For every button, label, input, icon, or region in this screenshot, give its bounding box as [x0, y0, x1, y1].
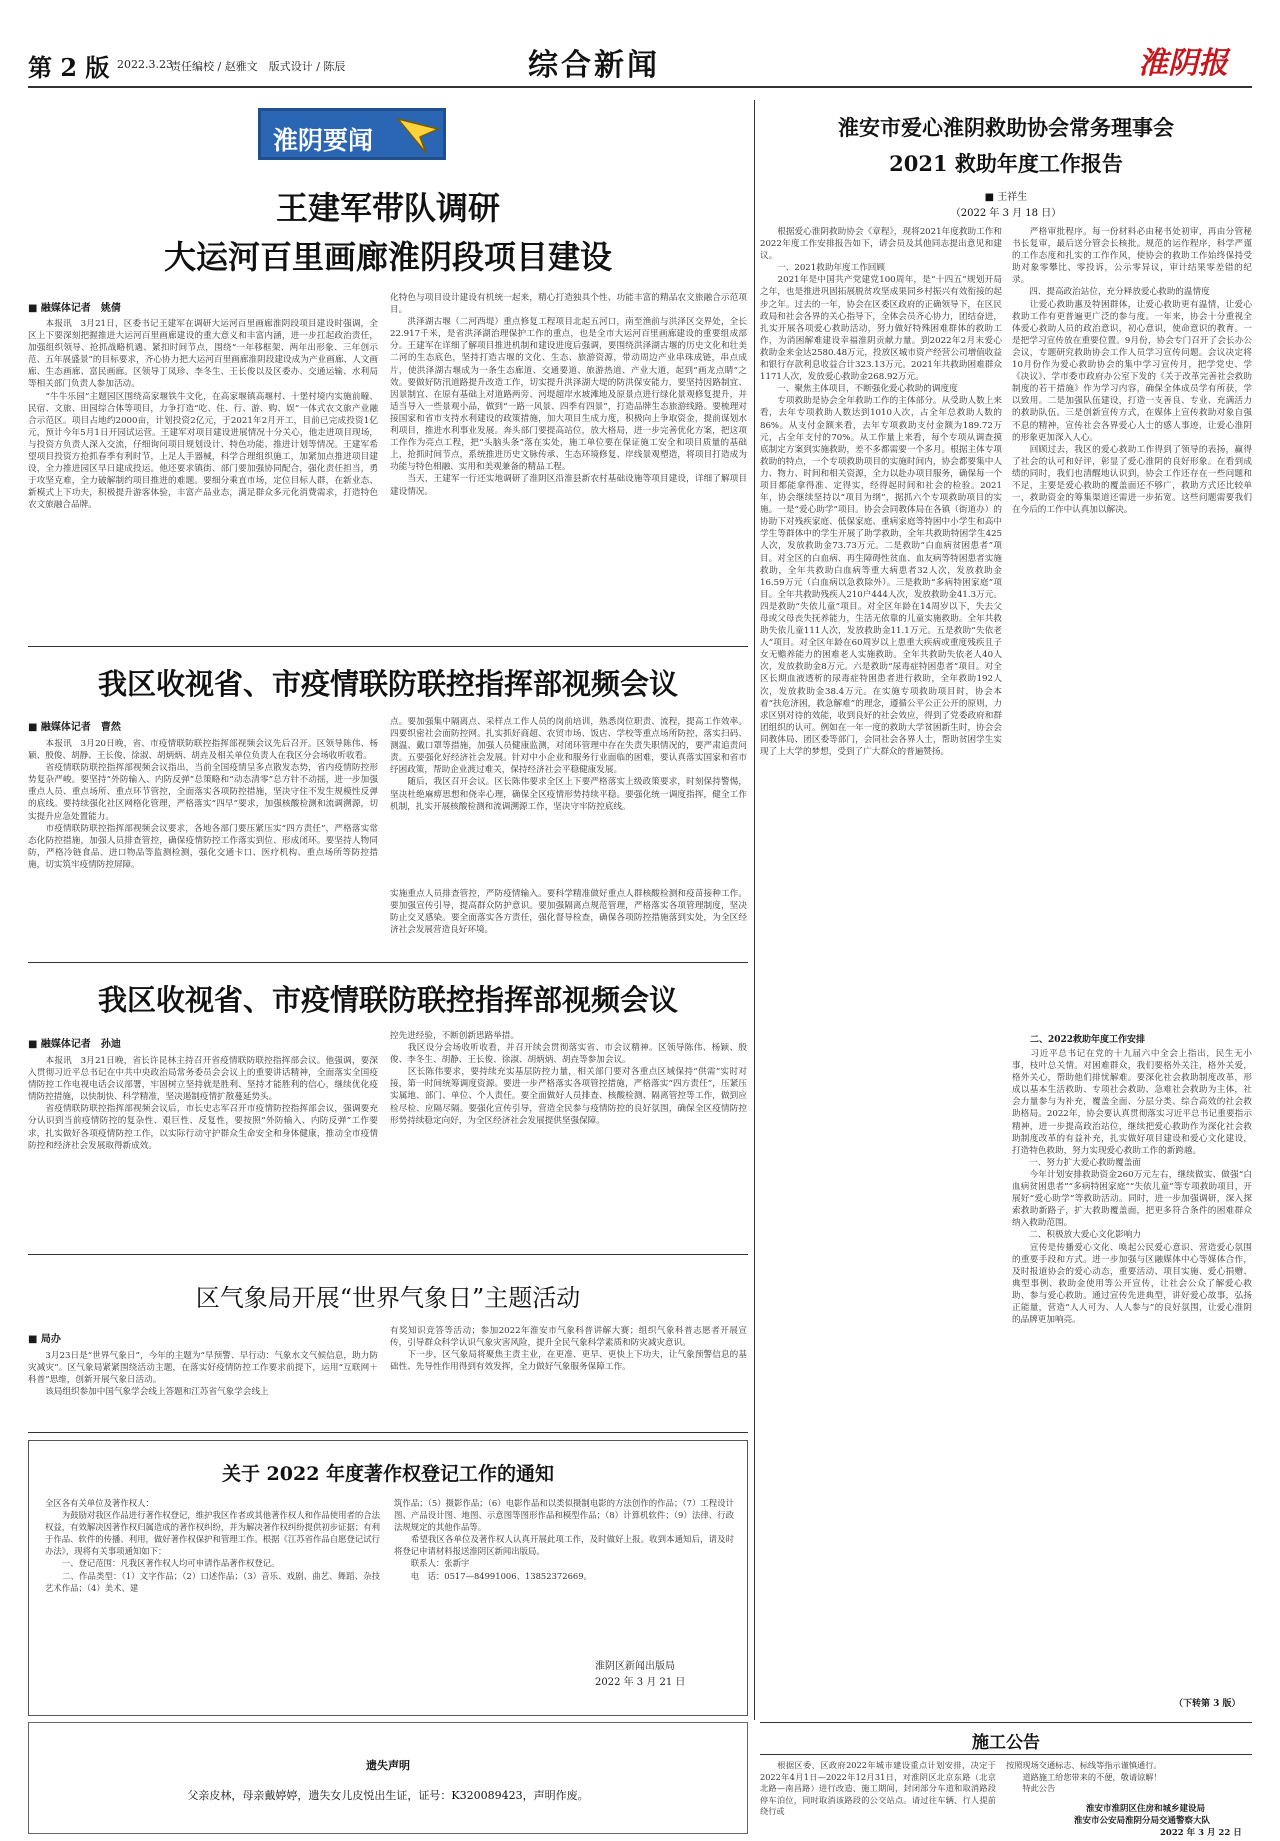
construction-notice-signer-1: 淮安市淮阴区住房和城乡建设局	[1086, 1804, 1206, 1814]
page-number: 第 2 版	[28, 53, 110, 82]
article2-title: 我区收视省、市疫情联防联控指挥部视频会议	[97, 667, 678, 701]
article2-byline: ■ 融媒体记者 曹然	[28, 722, 121, 733]
article3-column-1: 本报讯 3月21日晚，省长许昆林主持召开省疫情联防联控指挥部会议。他强调，要深入贯彻习近平总书记在中共中央政治局常务委员会会议上的重要讲话精神，全面落实全国疫情防控工作电视电话会议部署，牢固树立坚持就是胜利、坚持才能胜利的信心，继续优化疫情防控措施，以快制快、科学精准，坚决遏制疫情扩散蔓延势头。 省疫情联防联控指挥部视频会议后，市长史志军召开市疫情防控指挥部会议，强调要充分认识到当前疫情防控的复杂性、艰巨性、反复性，要按照“外防输入、内防反弹”工作要求，扎实做好各项疫情防控工作，以实际行动守护群众生命安全和身体健康，推动全市疫情防控和经济社会发展取得新成效。	[28, 1056, 378, 1151]
divider	[28, 646, 748, 647]
article2-column-3: 实施重点人员排查管控，严防疫情输入。要科学精准做好重点人群核酸检测和疫苗接种工作。要加强宣传引导，提高群众防护意识。要加强隔离点规范管理，严格落实各项管理制度，坚决防止交叉感染。要全面落实各方责任，强化督导检查，确保各项防控措施落到实处，为全区经济社会发展营造良好环境。	[390, 889, 747, 936]
divider	[28, 1432, 748, 1433]
masthead	[0, 0, 1280, 100]
report-column-2: 严格审批程序。每一份材料必由秘书处初审，再由分管秘书长复审，最后送分管会长核批。规范的运作程序，科学严谨的工作态度和扎实的工作作风，使协会的救助工作始终保持受助对象零攀比、零投诉，公示零异议，审计结果零差错的纪录。 四、提高政治站位，充分释放爱心救助的温情度 让爱心救助惠及特困群体，让爱心救助更有温情，让爱心救助工作有更普遍更广泛的参与度。一年来，协会十分重视全体爱心救助人员的政治意识，初心意识，使命意识的教育。一是把学习宣传放在重要位置。9月份，协会专门召开了会长办公会议，专题研究救助协会工作人员学习宣传问题。会议决定将10月份作为爱心救助协会的集中学习宣传月，把学党史、学《决议》、学市委市政府办公室下发的《关于改革完善社会救助制度的若干措施》作为学习内容，确保全体成员学有所获，学以致用。二是加强队伍建设，打造一支善良、专业、充满活力的救助队伍。三是创新宣传方式，在媒体上宣传救助对象自强不息的精神，宣传社会各界爱心人士的感人事迹，让爱心淮阴的形象更加深入人心。 回顾过去，我区的爱心救助工作得到了领导的表扬，赢得了社会的认可和好评，彰显了爱心淮阴的良好形象。在看到成绩的同时，我们也清醒地认识到，协会工作还存在一些问题和不足，主要是爱心救助的覆盖面还不够广，救助方式还比较单一，救助资金的筹集渠道还需进一步拓宽。这些问题需要我们在今后的工作中认真加以解决。	[1012, 227, 1252, 516]
masthead-rule	[28, 86, 1252, 88]
article1-title-line2: 大运河百里画廊淮阴段项目建设	[163, 238, 612, 276]
article3-byline: ■ 融媒体记者 孙迪	[28, 1039, 121, 1050]
divider	[28, 962, 748, 963]
divider	[760, 1754, 1252, 1755]
report-column-1: 根据爱心淮阴救助协会《章程》，现将2021年度救助工作和2022年度工作安排报告如下，请会员及其他同志提出意见和建议。 一、2021救助年度工作回顾 2021年是中国共产党建党100周年，是“十四五”规划开局之年，也是推进巩固拓展脱贫攻坚成果同乡村振兴有效衔接的起步之年。过去的一年，协会在区委区政府的正确领导下，在区民政局和社会各界的关心指导下，全体会员齐心协力，团结奋进，扎实开展各项爱心救助活动，努力做好特殊困难群体的救助工作，为消困解难建设幸福淮阴贡献力量。到2022年2月末爱心救助金来金达2580.48万元，投放区城市资产经营公司增值收益和银行存款利息收益合计323.13万元。2021年共救助困难群众1171人次，发放爱心救助金268.92万元。 一、聚焦主体项目，不断强化爱心救助的调度度 专项救助是协会全年救助工作的主体部分。从受助人数上来看，去年专项救助人数达到1010人次，占全年总救助人数的86%。从支付金额来看，去年专项救助支付金额为189.72万元，占全年支付的70%。从工作量上来看，每个专项从调查摸底制定方案到实施救助，差不多都需要一个多月。根据主体专项救助的特点，一个专项救助项目的实施时间内，协会都要集中人力、物力、时间和相关资源，全力以赴办项目服务，确保每一个项目都能拿得准、定得实，经得起时间和社会的检验。2021年，协会继续坚持以“项目为纲”，据抓六个专项救助项目的实施。一是“爱心助学”项目。协会会同教体局在各镇（街道办）的协助下对残疾家庭、低保家庭、重病家庭等特困中小学生和高中学生等群体中的学生开展了助学救助，全年共救助特困学生425人次，发放救助金73.73万元。二是救助“白血病贫困患者”项目。对全区的白血病、再生障碍性贫血、血友病等特困患者实施救助，全年共救助白血病等重大病患者32人次，发放救助金16.59万元（白血病以急救除外）。三是救助“多病特困家庭”项目。全年共救助残疾人210户444人次，发放救助金41.3万元。四是救助“失依儿童”项目。对全区年龄在14周岁以下，失去父母或父母丧失抚养能力，生活无依靠的儿童实施救助。全年共救助失依儿童111人次，发放救助金11.1万元。五是救助“失依老人”项目。对全区年龄在60周岁以上患重大疾病或重度残疾且子女无赡养能力的困难老人实施救助。全年共救助失依老人40人次，发放救助金8万元。六是救助“尿毒症特困患者”项目。对全区长期血液透析的尿毒症特困患者进行救助，全年救助192人次，发放救助金38.4万元。在实施专项救助项目时，协会本着“扶危济困，救急解难”的理念，遵循公平公正公开的原则，力求区别对待的效能，收到良好的社会效应，得到了党委政府和群团组织的认可。例如在一年一度的救助大学贫困新生时，协会会同教体局、团区委等部门，会同社会各界人士，帮助贫困学生实现了上大学的梦想，受到了广大群众的普遍赞扬。	[760, 227, 1002, 758]
article3-column-2: 控先进经验，不断创新思路举措。 我区设分会场收听收看，并召开续会贯彻落实省、市会议精神。区领导陈伟、杨颖、殷俊、李冬生、胡静、王长俊、徐淑、胡炳炳、胡垚等参加会议。 区长陈伟要求，要持续充实基层防控力量，相关部门要对各重点区域保持“供需”实时对接，第一时间统筹调度资源。要进一步严格落实各项管控措施，严格落实“四方责任”，压紧压实属地、部门、单位、个人责任。要全面做好人员排查、核酸检测、隔离管控等工作，做到应检尽检、应隔尽隔。要强化宣传引导，营造全民参与疫情防控的良好氛围，确保全区疫情防控形势持续稳定向好，为全区经济社会发展提供坚强保障。	[390, 1031, 747, 1126]
article1-column-2: 化特色与项目设计建设有机统一起来，精心打造独具个性、功能丰富的精品农文旅融合示范项目。 洪泽湖古堰（二河西堤）重点修复工程项目北起五河口，南至渔前与洪泽区交界处，全长22.917千米，是省洪泽湖治理保护工作的重点，也是全市大运河百里画廊建设的重要组成部分。王建军在详细了解项目推进机制和建设进度后强调，要围绕洪泽湖古堰的历史文化和壮美二河的生态底色，坚持打造古堰的文化、生态、旅游资源，带动周边产业串珠成链，串点成片，使洪泽湖古堰成为一条生态廊道、交通要道、旅游热道、产业大道，起到“画龙点睛”之效。要做好防汛道路提升改造工作，切实提升洪泽湖大堤的防洪保安能力，要坚持因路制宜、因景制宜、在原有基础上对道路两旁、河堤超岸水坡滩地及原景点进行绿化景观修复提升，并适当导入一些景观小品，做到“一路一风景、四季有四景”，打造品牌生态旅游线路。要梳理对接国家和省市支持水利建设的政策措施，加大项目生成力度，积极向上争取资金，提前谋划水利项目，推进水利事业发展。奔头部门要提高站位，放大格局，进一步完善优化方案，把这项工作作为亮点工程，把“头脑头条”落在实处，施工单位要在保证施工安全和项目质量的基础上，抢抓时间节点，系统推进历史文脉传承、生态环境修复、岸线景观塑造，将项目打造成为功能与特色相融、实用和美观兼备的精品工程。 当天，王建军一行还实地调研了淮阴区沿淮县新农村基础设施等项目建设，详细了解项目建设情况。	[390, 293, 747, 497]
construction-notice-date: 2022 年 3 月 22 日	[1160, 1828, 1242, 1838]
article4-title: 区气象局开展“世界气象日”主题活动	[195, 1284, 581, 1312]
copyright-notice-date: 2022 年 3 月 21 日	[595, 1677, 686, 1688]
lost-notice-text: 父亲皮林，母亲戴婷婷，遗失女儿皮悦出生证，证号：K320089423，声明作废。	[187, 1789, 589, 1802]
article1-title-line1: 王建军带队调研	[275, 189, 500, 227]
copyright-notice-box	[28, 1440, 748, 1716]
section-badge-label: 淮阴要闻	[273, 126, 374, 155]
report-column-2-continued: 习近平总书记在党的十九届六中全会上指出，民生无小事，枝叶总关情。对困难群众，我们要格外关注，格外关爱，格外关心，帮助他们排忧解难。要深化社会救助制度改革，形成以基本生活救助、专项社会救助、急难社会救助为主体，社会力量参与为补充，覆盖全面、分层分类、综合高效的社会救助格局。2022年，协会要认真贯彻落实习近平总书记重要指示精神，进一步提高政治站位，继续把爱心救助作为深化社会救助制度改革的有益补充，扎实做好项目建设和爱心文化建设，打造特色救助，努力实现爱心救助工作的新跨越。 一、努力扩大爱心救助覆盖面 今年计划安排救助资金260万元左右，继续做实、做强“白血病贫困患者”“多病特困家庭”“失依儿童”等专项救助项目，开展好“爱心助学”等救助活动。同时，进一步加强调研，深入探索救助新路子，扩大救助覆盖面，把更多符合条件的困难群众纳入救助范围。 二、积极放大爱心文化影响力 宣传是传播爱心文化、唤起公民爱心意识、营造爱心氛围的重要手段和方式。进一步加强与区融媒体中心等媒体合作，及时报道协会的爱心动态，重要活动、项目实施、爱心捐赠、典型事例、救助金使用等公开宣传，让社会公众了解爱心救助、参与爱心救助。通过宣传先进典型，讲好爱心故事，弘扬正能量，营造“人人可为、人人参与”的良好氛围，让爱心淮阴的品牌更加响亮。	[1012, 1049, 1252, 1326]
report-title-line1: 淮安市爱心淮阴救助协会常务理事会	[838, 115, 1174, 140]
article2-column-2: 点。要加强集中隔离点、采样点工作人员的岗前培训，熟悉岗位职责、流程，提高工作效率。四要织密社会面防控网。扎实抓好商超、农贸市场、饭店、学校等重点场所防控，落实扫码、测温、戴口罩等措施，加强人员健康监测，对闭环管理中存在失责失职情况的，要严肃追责问责。五要强化好经济社会发展。针对中小企业和服务行业面临的困难，要认真落实国家和省市纾困政策，帮助企业渡过难关，保持经济社会平稳健康发展。 随后，我区召开会议。区长陈伟要求全区上下要严格落实上级政策要求，时刻保持警惕，坚决杜绝麻痹思想和侥幸心理，确保全区疫情形势持续平稳。要强化统一调度指挥，健全工作机制，扎实开展核酸检测和流调溯源工作，坚决守牢防控底线。	[390, 717, 747, 812]
column-divider	[754, 100, 755, 1720]
report-section-heading: 二、2022救助年度工作安排	[1012, 1035, 1146, 1045]
paper-logo: 淮阴报	[1138, 46, 1228, 81]
article4-column-2: 有奖知识竞答等活动；参加2022年淮安市气象科普讲解大赛；组织气象科普志愿者开展宣传，引导群众科学认识气象灾害风险，提升全民气象科学素质和防灾减灾意识。 下一步，区气象局将聚焦主责主业，在更准、更早、更快上下功夫，让气象预警信息的基础性、先导性作用得到有效发挥，全力做好气象服务保障工作。	[390, 1326, 747, 1373]
section-badge	[258, 108, 446, 160]
copyright-notice-column-2: 筑作品；（5）摄影作品；（6）电影作品和以类似摄制电影的方法创作的作品；（7）工程设计图、产品设计图、地图、示意图等图形作品和模型作品；（8）计算机软件；（9）法律、行政法规规定的其他作品等。 希望我区各单位及著作权人认真开展此项工作，及时做好上报。收到本通知后，请及时将登记申请材料报送淮阴区新闻出版局。 联系人：张新宇 电 话：0517—84991006、13852372669。	[394, 1498, 734, 1581]
report-date: （2022 年 3 月 18 日）	[950, 208, 1062, 219]
badge-arrow-icon	[396, 117, 440, 155]
copyright-notice-column-1: 全区各有关单位及著作权人： 为鼓励对我区作品进行著作权登记，维护我区作者或其他著作权人和作品使用者的合法权益，有效解决因著作权归属造成的著作权纠纷，并为解决著作权纠纷提供初步证据；有利于作品、软件的传播、利用，做好著作权保护和管理工作。根据《江苏省作品自愿登记试行办法》，现将有关事项通知如下： 一、登记范围：凡我区著作权人均可申请作品著作权登记。 二、作品类型：（1）文字作品；（2）口述作品；（3）音乐、戏剧、曲艺、舞蹈、杂技艺术作品；（4）美术、建	[45, 1498, 380, 1593]
article4-byline: ■ 局办	[28, 1334, 61, 1345]
copyright-notice-signer: 淮阴区新闻出版局	[595, 1661, 675, 1672]
section-title: 综合新闻	[528, 48, 660, 83]
article3-title: 我区收视省、市疫情联防联控指挥部视频会议	[97, 983, 678, 1017]
lost-notice-label: 遗失声明	[366, 1759, 410, 1772]
article1-byline: ■ 融媒体记者 姚倩	[28, 303, 121, 314]
construction-notice-signer-2: 淮安市公安局淮阴分局交通警察大队	[1074, 1816, 1211, 1826]
divider	[760, 1722, 1252, 1723]
report-author: ■ 王祥生	[984, 192, 1028, 203]
article1-column-1: 本报讯 3月21日，区委书记王建军在调研大运河百里画廊淮阴段项目建设时强调，全区上下要深刻把握推进大运河百里画廊建设的重大意义和丰富内涵，进一步扛起政治责任，加强组织领导、抢抓战略机遇、紧扣时间节点，围绕“一年移框架、两年出形象、三年创示范、五年展盛景”的目标要求，齐心协力把大运河百里画廊淮阴段建设成为产业画廊、人文画廊、生态画廊、富民画廊。区领导丁凤珍、李冬生、王长俊以及区委办、交通运输、水利局等相关部门负责人参加活动。 “牛牛乐园”主题园区围绕高家堰铁牛文化，在高家堰镇高堰村、十堡村境内实施前疃、民宿、文旅、田园综合体等项目，力争打造“吃、住、行、游、购、娱”一体式农文旅产业融合示范区。项目占地约2000亩，计划投资2亿元，于2021年2月开工，目前已完成投资1亿元，预计今年5月1日开园试运营。王建军对项目建设进展情况十分关心，他走进项目现场，与投资方负责人深入交流，仔细询问项目规划设计、特色功能、推进计划等情况。王建军希望项目投资方抢抓春季有利时节，上足人手器械，科学合理组织施工，加紧加点推进项目建设，全力推进园区早日建成投运。他还要求镇街、部门要加强协同配合，强化责任担当，勇于攻坚克难，全力破解制约项目推进的难题。要细分乘直市场，定位目标人群，在新业态、新模式上下功夫，积极提升游客体验，丰富产品业态，满足群众多元化消费需求，打造特色农文旅融合品牌。	[28, 319, 378, 511]
lost-notice-box	[28, 1722, 748, 1834]
construction-notice-title: 施工公告	[972, 1733, 1040, 1753]
issue-date: 2022.3.23	[117, 58, 173, 71]
copyright-notice-title: 关于 2022 年度著作权登记工作的通知	[221, 1463, 555, 1485]
construction-notice-text: 根据区委、区政府2022年城市建设重点计划安排，决定于2022年4月1日—2022年12月31日，对淮阴区北京东路（北京北路—南昌路）进行改造、施工期间，封闭部分车道和取消路段停车泊位，同时取消该路段的公交站点。请过往车辆、行人提前绕行或	[760, 1760, 996, 1817]
divider	[28, 1254, 748, 1255]
report-title-line2: 2021 救助年度工作报告	[889, 151, 1123, 176]
article4-column-1: 3月23日是“世界气象日”，今年的主题为“早预警、早行动：气象水文气候信息，助力防灾减灾”。区气象局紧紧围绕活动主题，在落实好疫情防控工作要求前提下，运用“互联网＋科普”思维，创新开展气象日活动。 该局组织参加中国气象学会线上答题和江苏省气象学会线上	[28, 1351, 378, 1398]
report-continued-note: （下转第 3 版）	[1174, 1699, 1241, 1709]
article2-column-1: 本报讯 3月20日晚，省、市疫情联防联控指挥部视频会议先后召开。区领导陈伟、杨颖、殷俊、胡静、王长俊、徐淑、胡炳炳、胡垚及相关单位负责人在我区分会场收听收看。 省疫情联防联控指挥部视频会议指出，当前全国疫情呈多点散发态势，省内疫情防控形势复杂严峻。要坚持“外防输入、内防反弹”总策略和“动态清零”总方针不动摇，进一步加强重点人员、重点场所、重点环节管控，全面落实各项防控措施，坚决守住不发生规模性反弹的底线。要持续强化社区网格化管理，严格落实“四早”要求，加强核酸检测和流调溯源，切实提升应急处置能力。 市疫情联防联控指挥部视频会议要求，各地各部门要压紧压实“四方责任”，严格落实常态化防控措施，加强人员排查管控，确保疫情防控工作落实到位、形成闭环。要坚持人物同防，严格冷链食品、进口物品等监测检测，强化交通卡口、医疗机构、重点场所等防控措施，切实筑牢疫情防控屏障。	[28, 739, 378, 870]
editors-credit: 责任编校 / 赵雅文 版式设计 / 陈辰	[170, 60, 346, 73]
construction-notice-text-2: 按照现场交通标志、标线等指示谨慎通行。 道路施工给您带来的不便，敬请谅解！ 特此公告	[1006, 1760, 1162, 1794]
